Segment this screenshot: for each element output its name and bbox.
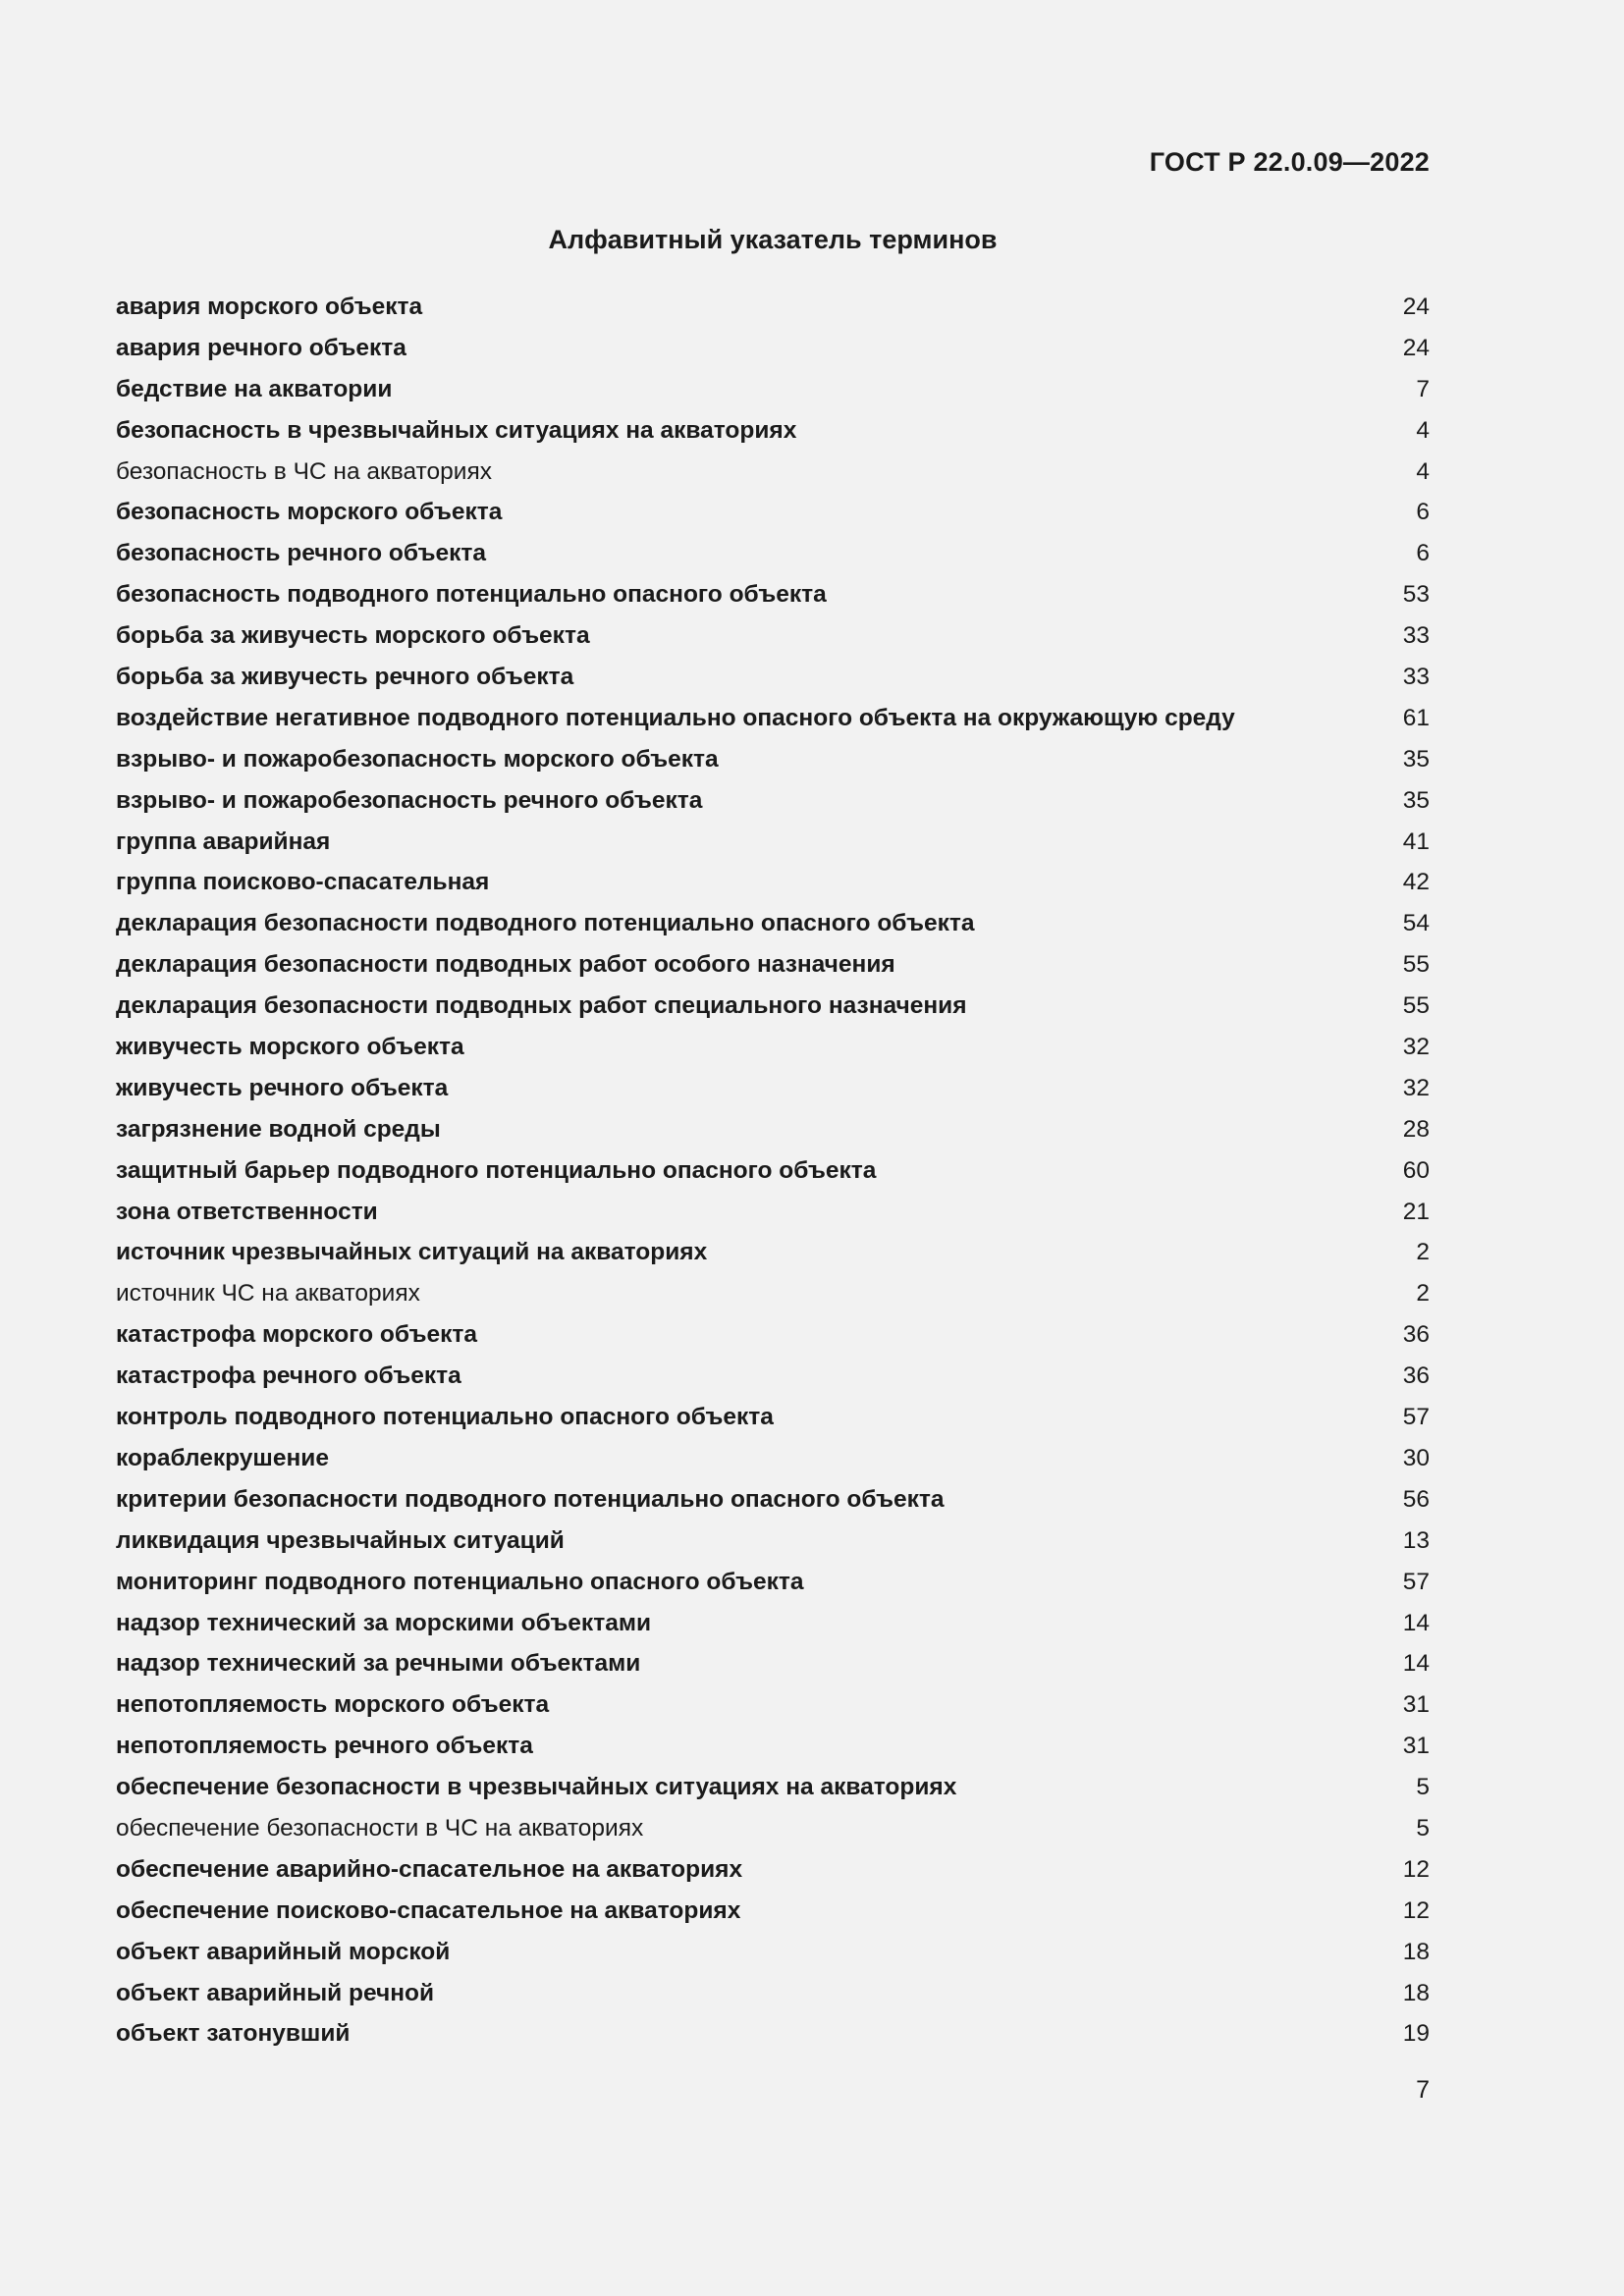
index-entry	[116, 369, 1430, 410]
index-term: безопасность морского объекта	[116, 499, 503, 526]
index-entry	[116, 287, 1430, 328]
index-entry	[116, 986, 1430, 1027]
index-term: декларация безопасности подводных работ особого назначения	[116, 951, 895, 979]
index-entry	[116, 1150, 1430, 1192]
index-term: кораблекрушение	[116, 1444, 329, 1471]
index-entry	[116, 1479, 1430, 1521]
index-term-number: 30	[1402, 1444, 1430, 1471]
index-entry	[116, 1068, 1430, 1109]
index-term-number: 31	[1402, 1691, 1430, 1719]
index-term: декларация безопасности подводных работ специального назначения	[116, 992, 967, 1020]
index-entry	[116, 1603, 1430, 1644]
index-entry	[116, 1808, 1430, 1849]
index-term: обеспечение безопасности в чрезвычайных ситуациях на акваториях	[116, 1774, 957, 1801]
index-term-number: 41	[1402, 828, 1430, 855]
index-term: источник ЧС на акваториях	[116, 1280, 420, 1308]
index-entry	[116, 1891, 1430, 1932]
index-entry	[116, 1643, 1430, 1684]
index-term-number: 31	[1402, 1733, 1430, 1760]
index-title: Алфавитный указатель терминов	[548, 225, 998, 254]
index-term-number: 19	[1402, 2020, 1430, 2048]
index-term: безопасность в чрезвычайных ситуациях на акваториях	[116, 416, 797, 444]
term-index-list	[116, 287, 1430, 2055]
index-term-number: 60	[1402, 1156, 1430, 1184]
index-term-number: 14	[1402, 1609, 1430, 1636]
index-term: бедствие на акватории	[116, 375, 393, 402]
index-term: авария морского объекта	[116, 294, 423, 320]
index-entry	[116, 1684, 1430, 1726]
index-term: обеспечение аварийно-спасательное на акваториях	[116, 1855, 743, 1883]
index-term-number: 2	[1416, 1280, 1430, 1308]
index-term: катастрофа речного объекта	[116, 1362, 461, 1390]
index-term: надзор технический за речными объектами	[116, 1650, 641, 1678]
index-entry	[116, 1397, 1430, 1438]
index-entry	[116, 533, 1430, 574]
index-term: декларация безопасности подводного потенциально опасного объекта	[116, 910, 975, 937]
index-term: мониторинг подводного потенциально опасного объекта	[116, 1568, 804, 1595]
index-term: защитный барьер подводного потенциально опасного объекта	[116, 1156, 877, 1184]
index-term-number: 57	[1402, 1568, 1430, 1595]
index-term-number: 32	[1402, 1074, 1430, 1101]
index-term: ликвидация чрезвычайных ситуаций	[116, 1526, 565, 1554]
index-term: загрязнение водной среды	[116, 1115, 441, 1143]
index-term-number: 33	[1402, 622, 1430, 650]
index-term-number: 36	[1402, 1321, 1430, 1349]
index-term-number: 55	[1402, 951, 1430, 979]
index-term-number: 33	[1402, 664, 1430, 691]
index-entry	[116, 1932, 1430, 1973]
index-term: объект аварийный морской	[116, 1938, 451, 1965]
index-term-number: 4	[1416, 416, 1430, 444]
index-term: борьба за живучесть морского объекта	[116, 622, 590, 650]
index-entry	[116, 574, 1430, 615]
index-entry	[116, 1356, 1430, 1397]
index-term-number: 18	[1402, 1979, 1430, 2006]
index-term: объект аварийный речной	[116, 1979, 435, 2006]
index-term: объект затонувший	[116, 2020, 351, 2048]
index-term: авария речного объекта	[116, 334, 406, 361]
index-term-number: 28	[1402, 1115, 1430, 1143]
index-term: живучесть речного объекта	[116, 1074, 449, 1101]
index-term-number: 32	[1402, 1034, 1430, 1061]
index-term: катастрофа морского объекта	[116, 1321, 478, 1349]
index-term-number: 35	[1402, 745, 1430, 773]
index-term-number: 12	[1402, 1896, 1430, 1924]
standard-designation: ГОСТ Р 22.0.09—2022	[1149, 147, 1430, 177]
index-entry	[116, 1726, 1430, 1767]
index-entry	[116, 822, 1430, 863]
index-term-number: 14	[1402, 1650, 1430, 1678]
index-term: контроль подводного потенциально опасного объекта	[116, 1404, 774, 1431]
index-entry	[116, 657, 1430, 698]
index-entry	[116, 1973, 1430, 2014]
index-entry	[116, 698, 1430, 739]
index-entry	[116, 1027, 1430, 1068]
index-term: непотопляемость морского объекта	[116, 1691, 550, 1719]
index-term-number: 42	[1402, 869, 1430, 896]
index-term-number: 5	[1416, 1774, 1430, 1801]
index-entry	[116, 615, 1430, 657]
index-entry	[116, 1849, 1430, 1891]
index-term: воздействие негативное подводного потенциально опасного объекта на окружающую среду	[116, 704, 1235, 731]
index-term: борьба за живучесть речного объекта	[116, 664, 574, 691]
index-entry	[116, 1562, 1430, 1603]
index-entry	[116, 1232, 1430, 1273]
index-term: безопасность подводного потенциально опасного объекта	[116, 581, 827, 609]
index-term-number: 6	[1416, 540, 1430, 567]
page-number: 7	[1416, 2076, 1430, 2104]
index-entry	[116, 1192, 1430, 1233]
index-term-number: 13	[1402, 1526, 1430, 1554]
index-term-number: 6	[1416, 499, 1430, 526]
index-term-number: 21	[1402, 1198, 1430, 1225]
index-term-number: 7	[1416, 375, 1430, 402]
index-entry	[116, 944, 1430, 986]
index-term: взрыво- и пожаробезопасность морского объекта	[116, 745, 719, 773]
index-entry	[116, 1109, 1430, 1150]
index-entry	[116, 1438, 1430, 1479]
index-term: непотопляемость речного объекта	[116, 1733, 533, 1760]
index-entry	[116, 780, 1430, 822]
index-term-number: 54	[1402, 910, 1430, 937]
index-entry	[116, 903, 1430, 944]
index-term: обеспечение поисково-спасательное на акваториях	[116, 1896, 741, 1924]
index-term: зона ответственности	[116, 1198, 378, 1225]
index-term-number: 61	[1402, 704, 1430, 731]
index-term: группа поисково-спасательная	[116, 869, 490, 896]
index-term-number: 57	[1402, 1404, 1430, 1431]
index-term-number: 24	[1402, 334, 1430, 361]
index-term-number: 36	[1402, 1362, 1430, 1390]
index-term-number: 53	[1402, 581, 1430, 609]
index-entry	[116, 1273, 1430, 1314]
index-term-number: 12	[1402, 1855, 1430, 1883]
index-term: живучесть морского объекта	[116, 1034, 464, 1061]
index-entry	[116, 1767, 1430, 1808]
index-term-number: 35	[1402, 786, 1430, 814]
index-term-number: 2	[1416, 1239, 1430, 1266]
index-term-number: 56	[1402, 1485, 1430, 1513]
index-term: надзор технический за морскими объектами	[116, 1609, 652, 1636]
index-entry	[116, 328, 1430, 369]
index-entry	[116, 2013, 1430, 2055]
index-term: источник чрезвычайных ситуаций на акваториях	[116, 1239, 708, 1266]
index-term-number: 24	[1402, 294, 1430, 320]
index-term: безопасность речного объекта	[116, 540, 487, 567]
index-term: группа аварийная	[116, 828, 331, 855]
index-entry	[116, 862, 1430, 903]
index-term: критерии безопасности подводного потенциально опасного объекта	[116, 1485, 945, 1513]
index-term-number: 18	[1402, 1938, 1430, 1965]
index-entry	[116, 410, 1430, 452]
index-term: обеспечение безопасности в ЧС на акваториях	[116, 1814, 644, 1842]
index-entry	[116, 1314, 1430, 1356]
index-entry	[116, 492, 1430, 533]
index-term-number: 5	[1416, 1814, 1430, 1842]
index-term-number: 4	[1416, 457, 1430, 485]
index-entry	[116, 739, 1430, 780]
index-entry	[116, 452, 1430, 493]
index-term: безопасность в ЧС на акваториях	[116, 457, 492, 485]
index-term-number: 55	[1402, 992, 1430, 1020]
index-entry	[116, 1521, 1430, 1562]
index-term: взрыво- и пожаробезопасность речного объекта	[116, 786, 703, 814]
